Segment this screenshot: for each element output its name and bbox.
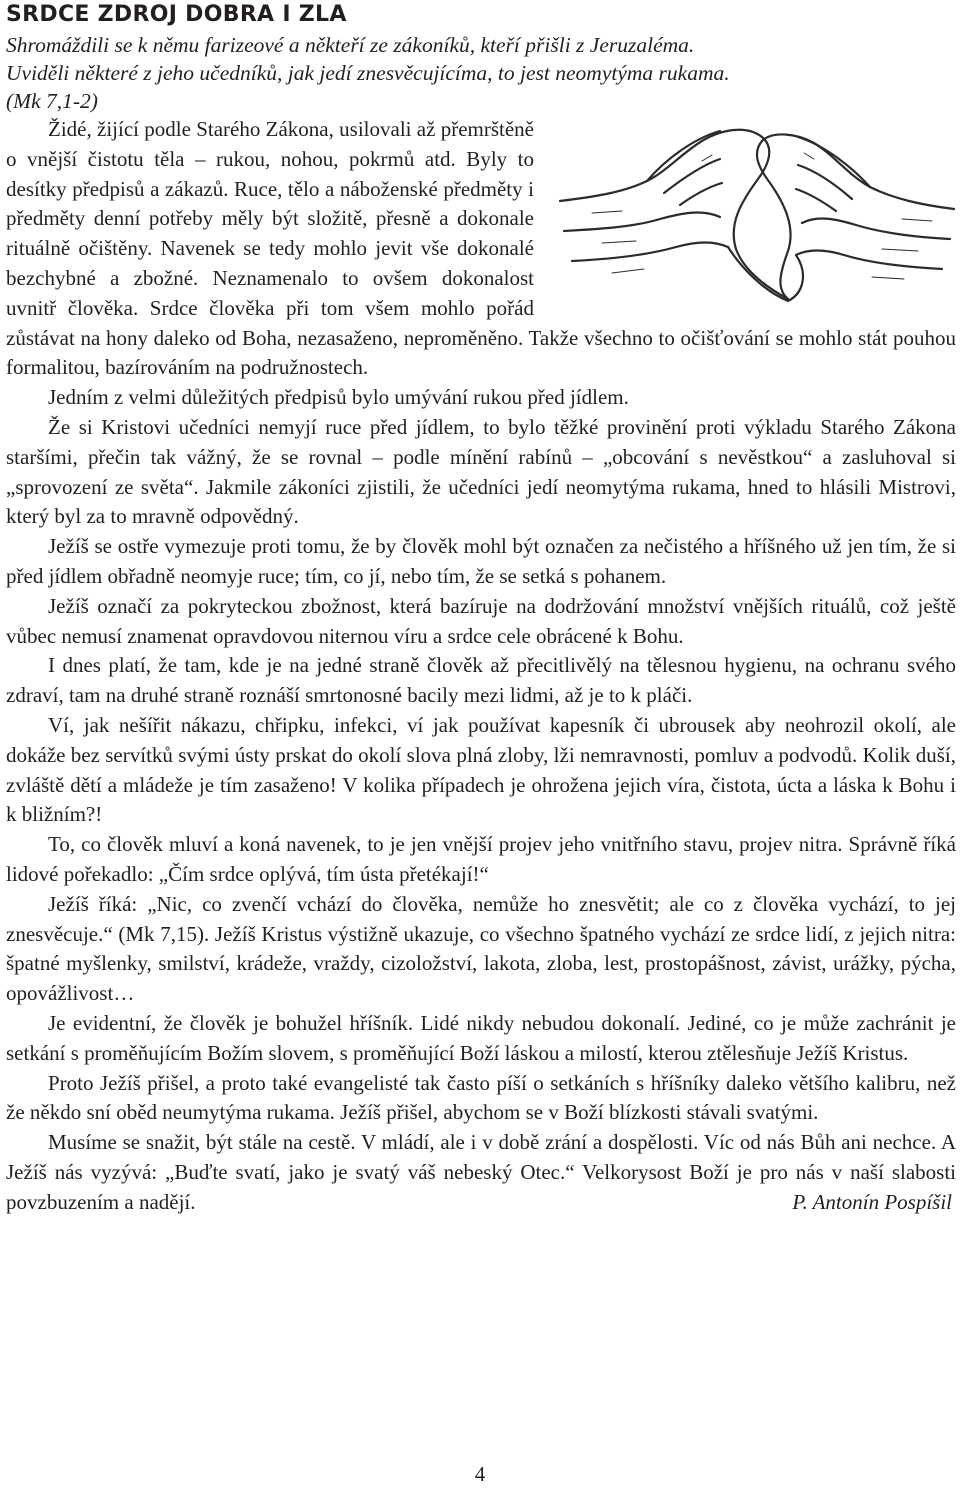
article xyxy=(6,0,956,1217)
paragraph-text: Musíme se snažit, být stále na cestě. V mládí, ale i v době zrání a dospělosti. Víc od nás Bůh ani nechce. A Ježíš nás vyzývá: „Buďte svatí, jako je svatý váš nebeský Otec.“ Velkorysost Boží je pro nás v naší slabosti povzbuzením a nadějí. xyxy=(6,1130,956,1214)
paragraph: Je evidentní, že člověk je bohužel hříšník. Lidé nikdy nebudou dokonalí. Jediné, co je může zachránit je setkání s proměňujícím Božím slovem, s proměňující Boží láskou a milostí, kterou ztělesňuje Ježíš Kristus. xyxy=(6,1010,956,1065)
paragraph xyxy=(6,1128,956,1217)
author-signature: P. Antonín Pospíšil xyxy=(792,1189,952,1214)
paragraph: Židé, žijící podle Starého Zákona, usilovali až přemrštěně o vnější čistotu těla – rukou, nohou, pokrmů atd. Byly to desítky předpisů a zákazů. Ruce, tělo a náboženské předměty i předměty denní potřeby měly být složitě, přesně a dokonale rituálně očištěny. Navenek se tedy mohlo jevit vše dokonalé bezchybné a zbožné. Neznamenalo to ovšem dokonalost uvnitř člověka. Srdce člověka při tom všem mohlo pořád zůstávat na hony daleko od Boha, nezasaženo, neproměněno. Takže všechno to očišťování se mohlo stát pouhou formalitou, bazírováním na podružnostech. xyxy=(6,117,956,380)
paragraph: Proto Ježíš přišel, a proto také evangelisté tak často píší o setkáních s hříšníky daleko většího kalibru, než že někdo sní oběd neumytýma rukama. Ježíš přišel, abychom se v Boží blízkosti stávali svatými. xyxy=(6,1070,956,1125)
paragraph: I dnes platí, že tam, kde je na jedné straně člověk až přecitlivělý na tělesnou hygienu, na ochranu svého zdraví, tam na druhé straně roznáší smrtonosné bacily mezi lidmi, až je to k pláči. xyxy=(6,653,956,708)
article-body xyxy=(6,115,956,1217)
heart-hands-icon xyxy=(552,101,960,323)
page-number: 4 xyxy=(474,1462,486,1486)
paragraph: To, co člověk mluví a koná navenek, to je jen vnější projev jeho vnitřního stavu, projev nitra. Správně říká lidové pořekadlo: „Čím srdce oplývá, tím ústa přetékají!“ xyxy=(6,832,956,886)
paragraph: Ví, jak nešířit nákazu, chřipku, infekci, ví jak používat kapesník či ubrousek aby neohrozil okolí, ale dokáže bez servítků svými ústy prskat do okolí slova plná zloby, lži nemravnosti, pomluv a podvodů. Kolik duší, zvláště dětí a mládeže je tím zasaženo! V kolika případech je ohrožena jejich víra, čistota, úcta a láska k Bohu i k bližním?! xyxy=(6,712,956,827)
intro-line: Uviděli některé z jeho učedníků, jak jedí znesvěcujícíma, to jest neomytýma rukama. xyxy=(6,61,730,85)
paragraph: Ježíš označí za pokryteckou zbožnost, která bazíruje na dodržování množství vnějších rituálů, což ještě vůbec nemusí znamenat opravdovou niternou víru a srdce cele obrácené k Bohu. xyxy=(6,593,956,648)
intro-line: Shromáždili se k němu farizeové a někteří ze zákoníků, kteří přišli z Jeruzaléma. xyxy=(6,33,695,57)
intro-line: (Mk 7,1-2) xyxy=(6,89,98,113)
paragraph: Jedním z velmi důležitých předpisů bylo umývání rukou před jídlem. xyxy=(48,385,629,410)
paragraph: Že si Kristovi učedníci nemyjí ruce před jídlem, to bylo těžké provinění proti výkladu Starého Zákona staršími, přečin tak vážný, že se rovnal – podle mínění rabínů – „obcování s nevěstkou“ a zasluhoval si „sprovození ze světa“. Jakmile zákoníci zjistili, že učedníci jedí neomytýma rukama, hned to hlásili Mistrovi, který byl za to mravně odpovědný. xyxy=(6,414,956,529)
article-title: SRDCE ZDROJ DOBRA I ZLA xyxy=(6,2,347,27)
paragraph: Ježíš se ostře vymezuje proti tomu, že by člověk mohl být označen za nečistého a hříšného už jen tím, že si před jídlem obřadně neomyje ruce; tím, co jí, nebo tím, že se setká s pohanem. xyxy=(6,534,956,588)
paragraph: Ježíš říká: „Nic, co zvenčí vchází do člověka, nemůže ho znesvětit; ale co z člověka vychází, to jej znesvěcuje.“ (Mk 7,15). Ježíš Kristus výstižně ukazuje, co všechno špatného vychází ze srdce lidí, z jejich nitra: špatné myšlenky, smilství, krádeže, vraždy, cizoložství, lakota, zloba, lest, prostopášnost, závist, urážky, pýcha, opovážlivost… xyxy=(6,891,956,1006)
